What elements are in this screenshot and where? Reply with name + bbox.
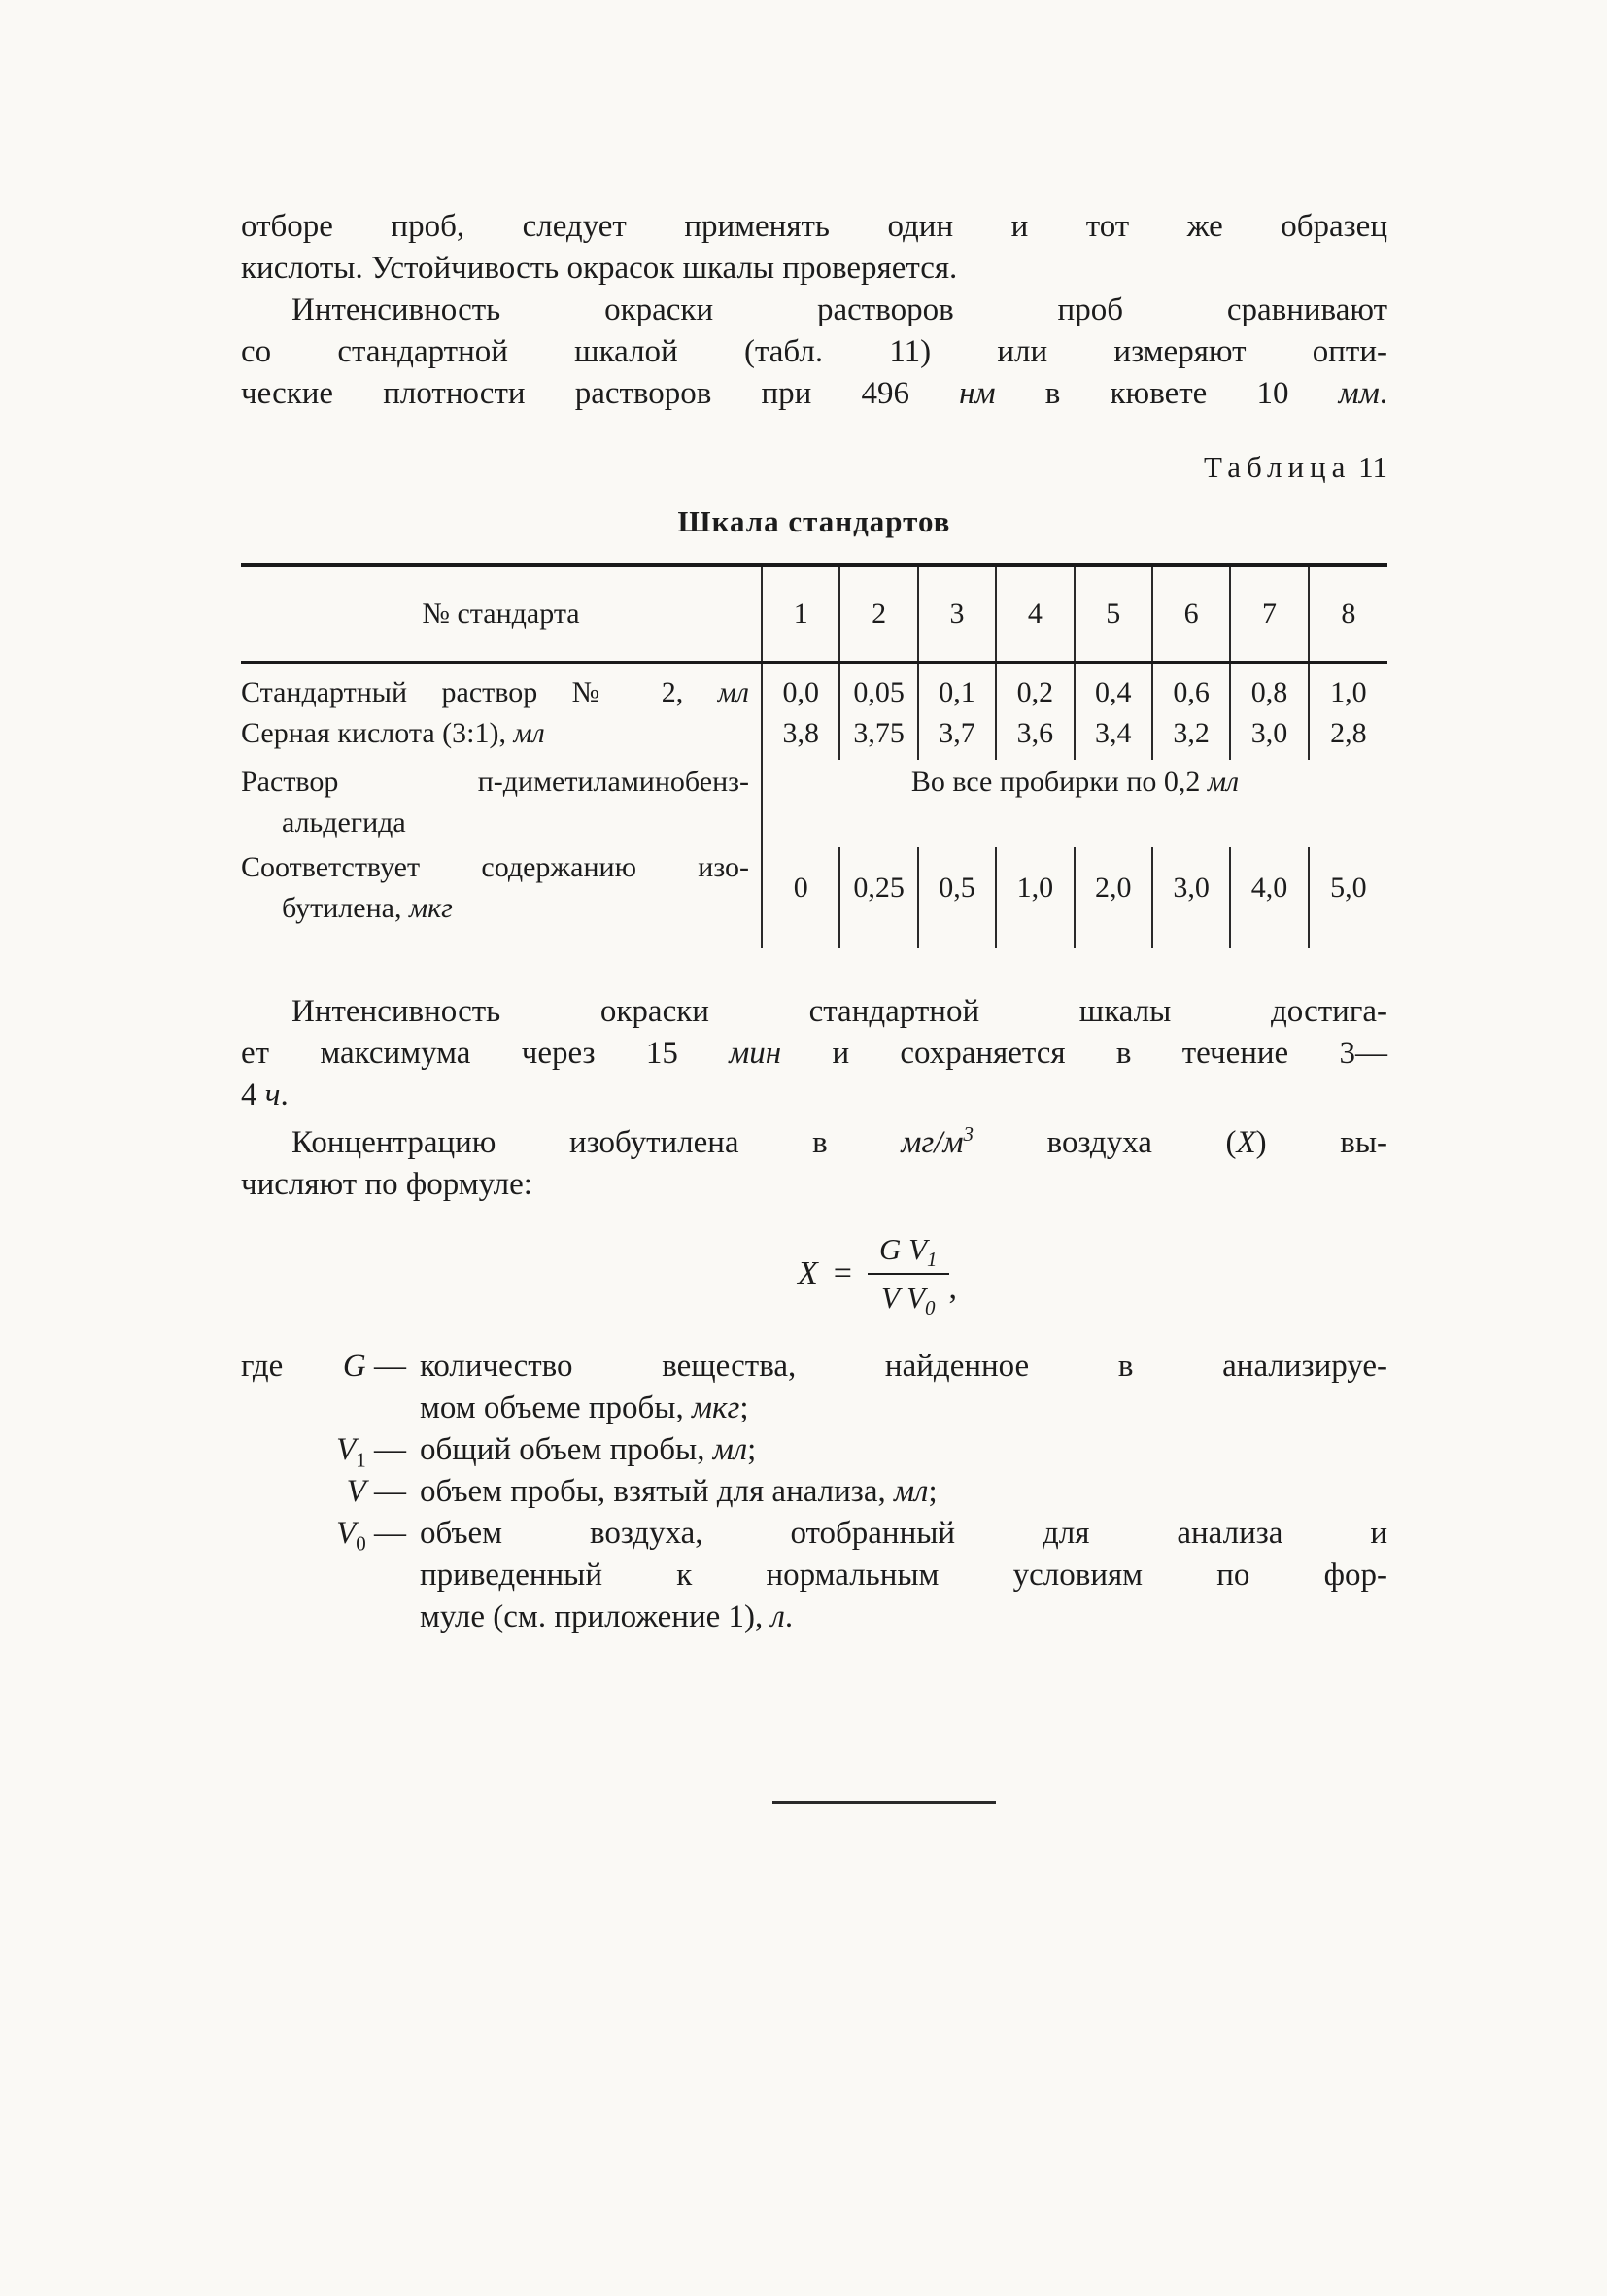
value-cell: 3,0 <box>1153 847 1231 948</box>
unit-mm: мм <box>1338 376 1380 411</box>
value: 0,8 <box>1250 676 1288 708</box>
text-line <box>241 1122 1387 1164</box>
text-line: Интенсивность окраски стандартной шкалы достига- <box>291 994 1387 1029</box>
unit-ml: мл <box>513 717 545 749</box>
where-word: где <box>241 1349 284 1384</box>
text-line <box>420 1388 1387 1429</box>
table-title: Шкала стандартов <box>677 504 951 538</box>
formula-comma: , <box>948 1270 958 1306</box>
paragraph-4 <box>241 1122 1387 1206</box>
dash: — <box>365 1432 406 1467</box>
header-cell: 3 <box>919 567 997 661</box>
formula-block <box>241 1231 1387 1320</box>
denominator-vars: V V <box>880 1281 925 1315</box>
value: 0,4 <box>1094 676 1132 708</box>
fraction-numerator <box>868 1231 949 1275</box>
value: 0,1 <box>939 676 975 708</box>
value: 3,6 <box>1016 717 1054 749</box>
text-line <box>241 373 1387 415</box>
value: 3,7 <box>939 717 975 749</box>
value-cell: 1,0 <box>997 847 1075 948</box>
subscript-1: 1 <box>356 1448 366 1472</box>
equals-sign: = <box>833 1255 852 1291</box>
value: 0,6 <box>1173 676 1210 708</box>
definition-item <box>241 1429 1387 1471</box>
text-line <box>420 1429 1387 1471</box>
value: 3,75 <box>853 717 905 749</box>
subscript-0: 0 <box>356 1531 366 1556</box>
text: общий объем пробы, <box>420 1432 713 1467</box>
variable-x: X <box>1236 1125 1256 1160</box>
text: . <box>280 1078 289 1113</box>
end-divider-rule <box>772 1801 996 1804</box>
value-cell <box>763 664 840 760</box>
value: 0,05 <box>853 676 905 708</box>
fraction <box>868 1231 949 1320</box>
value: 1,0 <box>1330 676 1367 708</box>
definition-term <box>241 1471 406 1513</box>
table-row <box>241 760 1387 847</box>
variable-g: G <box>342 1349 366 1384</box>
unit-ml: мл <box>712 1432 748 1467</box>
value: 3,2 <box>1173 717 1210 749</box>
text-line <box>241 1075 1387 1116</box>
value-cell: 2,0 <box>1076 847 1153 948</box>
definition-item <box>241 1471 1387 1513</box>
standards-table <box>241 563 1387 948</box>
text: воздуха ( <box>974 1125 1237 1160</box>
text: . <box>1379 376 1388 411</box>
text: ; <box>739 1390 749 1425</box>
text: п-диметиламинобенз- <box>477 766 749 798</box>
text: бутилена, <box>282 892 409 924</box>
row-label-line <box>241 713 761 754</box>
formula-lhs: X <box>797 1255 818 1291</box>
value-cell: 4,0 <box>1231 847 1309 948</box>
text-line: со стандартной шкалой (табл. 11) или измеряют опти- <box>241 334 1387 369</box>
paragraph-2 <box>241 290 1387 415</box>
text: мом объеме пробы, <box>420 1390 692 1425</box>
row-label-cell <box>241 760 763 847</box>
value-cell <box>1076 664 1153 760</box>
definition-item <box>241 1346 1387 1429</box>
definition-item <box>241 1513 1387 1638</box>
unit-mkg: мкг <box>691 1390 740 1425</box>
definition-description <box>406 1471 1387 1513</box>
unit-min: мин <box>729 1036 782 1071</box>
table-row <box>241 664 1387 760</box>
header-cell: 6 <box>1153 567 1231 661</box>
variable-v0: V <box>336 1516 357 1551</box>
value: 0,2 <box>1016 676 1054 708</box>
value-cell: 0 <box>763 847 840 948</box>
text-line: числяют по формуле: <box>241 1167 532 1202</box>
value-cell: 5,0 <box>1330 872 1367 904</box>
text: Раствор <box>241 766 339 798</box>
unit-ml: мл <box>893 1474 929 1509</box>
subscript-1: 1 <box>927 1248 938 1272</box>
row-label-cell <box>241 664 763 760</box>
unit-mg-m3: мг/м <box>901 1125 964 1160</box>
paragraph-3 <box>241 991 1387 1116</box>
value-cell <box>919 664 997 760</box>
value-cell <box>840 664 918 760</box>
unit-h: ч <box>264 1078 281 1113</box>
row-label-cell <box>241 847 763 948</box>
dash: — <box>365 1349 406 1384</box>
text: муле (см. приложение 1), <box>420 1599 771 1634</box>
value: 2,8 <box>1330 717 1367 749</box>
definition-term <box>241 1346 406 1429</box>
unit-nm: нм <box>959 376 996 411</box>
definition-term <box>241 1429 406 1471</box>
definition-term <box>241 1513 406 1638</box>
paragraph-1 <box>241 206 1387 290</box>
row-label-line <box>241 672 761 713</box>
text-line: Интенсивность окраски растворов проб сравнивают <box>291 292 1387 327</box>
table-caption <box>241 448 1387 487</box>
value-cell <box>997 664 1075 760</box>
row-label-line <box>241 888 761 929</box>
variable-v: V <box>346 1474 366 1509</box>
text: ) вы- <box>1255 1125 1387 1160</box>
dash: — <box>365 1516 406 1551</box>
text: в кювете 10 <box>995 376 1339 411</box>
header-cell: 4 <box>997 567 1075 661</box>
text-line: объем воздуха, отобранный для анализа и <box>420 1516 1387 1551</box>
value: 3,4 <box>1094 717 1132 749</box>
text: и сохраняется в течение 3— <box>781 1036 1387 1071</box>
dash: — <box>365 1474 406 1509</box>
unit-ml: мл <box>717 676 749 708</box>
value-cell <box>1153 664 1231 760</box>
text: Во все пробирки по 0,2 <box>910 766 1208 798</box>
text: ; <box>747 1432 757 1467</box>
text: Серная кислота (3:1), <box>241 717 514 749</box>
text-line: кислоты. Устойчивость окрасок шкалы проверяется. <box>241 251 958 286</box>
unit-l: л <box>770 1599 785 1634</box>
text: ет максимума через 15 <box>241 1036 730 1071</box>
header-cell: 8 <box>1341 598 1356 630</box>
page-content <box>241 206 1387 1804</box>
text-line <box>241 1033 1387 1075</box>
numerator-vars: G V <box>878 1232 928 1266</box>
symbol-definition-list <box>241 1346 1387 1638</box>
text-line: количество вещества, найденное в анализируе- <box>420 1349 1387 1384</box>
text: Стандартный раствор № 2, <box>241 676 718 708</box>
text-line <box>420 1596 1387 1638</box>
definition-description <box>406 1429 1387 1471</box>
value: 3,0 <box>1250 717 1288 749</box>
row-label-line: альдегида <box>282 806 406 839</box>
definition-description <box>406 1513 1387 1638</box>
text: ческие плотности растворов при 496 <box>241 376 960 411</box>
header-cell: 1 <box>763 567 840 661</box>
definition-description <box>406 1346 1387 1429</box>
header-cell: 7 <box>1231 567 1309 661</box>
text: ; <box>928 1474 938 1509</box>
value: 0,0 <box>782 676 819 708</box>
subscript-0: 0 <box>925 1296 936 1320</box>
caption-word: Таблица <box>1204 450 1351 484</box>
text: 4 <box>241 1078 265 1113</box>
spanned-value-cell <box>763 760 1387 847</box>
value-cell: 0,5 <box>919 847 997 948</box>
text: . <box>784 1599 794 1634</box>
value-cell <box>1310 664 1387 760</box>
row-label-line: Соответствует содержанию изо- <box>241 851 749 883</box>
table-header-row <box>241 567 1387 664</box>
unit-ml: мл <box>1207 766 1240 798</box>
text-line: приведенный к нормальным условиям по фор- <box>420 1558 1387 1593</box>
value-cell: 0,25 <box>840 847 918 948</box>
header-cell-label: № стандарта <box>241 567 763 661</box>
value: 3,8 <box>782 717 819 749</box>
row-label-line <box>241 762 761 803</box>
formula <box>797 1231 958 1320</box>
text: Концентрацию изобутилена в <box>291 1125 902 1160</box>
text-line: отборе проб, следует применять один и тот же образец <box>241 209 1387 244</box>
variable-v1: V <box>336 1432 357 1467</box>
text: объем пробы, взятый для анализа, <box>420 1474 894 1509</box>
superscript-3: 3 <box>963 1122 974 1146</box>
value-cell <box>1231 664 1309 760</box>
fraction-denominator <box>880 1275 936 1320</box>
caption-number: 11 <box>1358 450 1387 484</box>
table-row <box>241 847 1387 948</box>
header-cell: 5 <box>1076 567 1153 661</box>
unit-mkg: мкг <box>408 892 453 924</box>
text-line <box>420 1471 1387 1513</box>
header-cell: 2 <box>840 567 918 661</box>
